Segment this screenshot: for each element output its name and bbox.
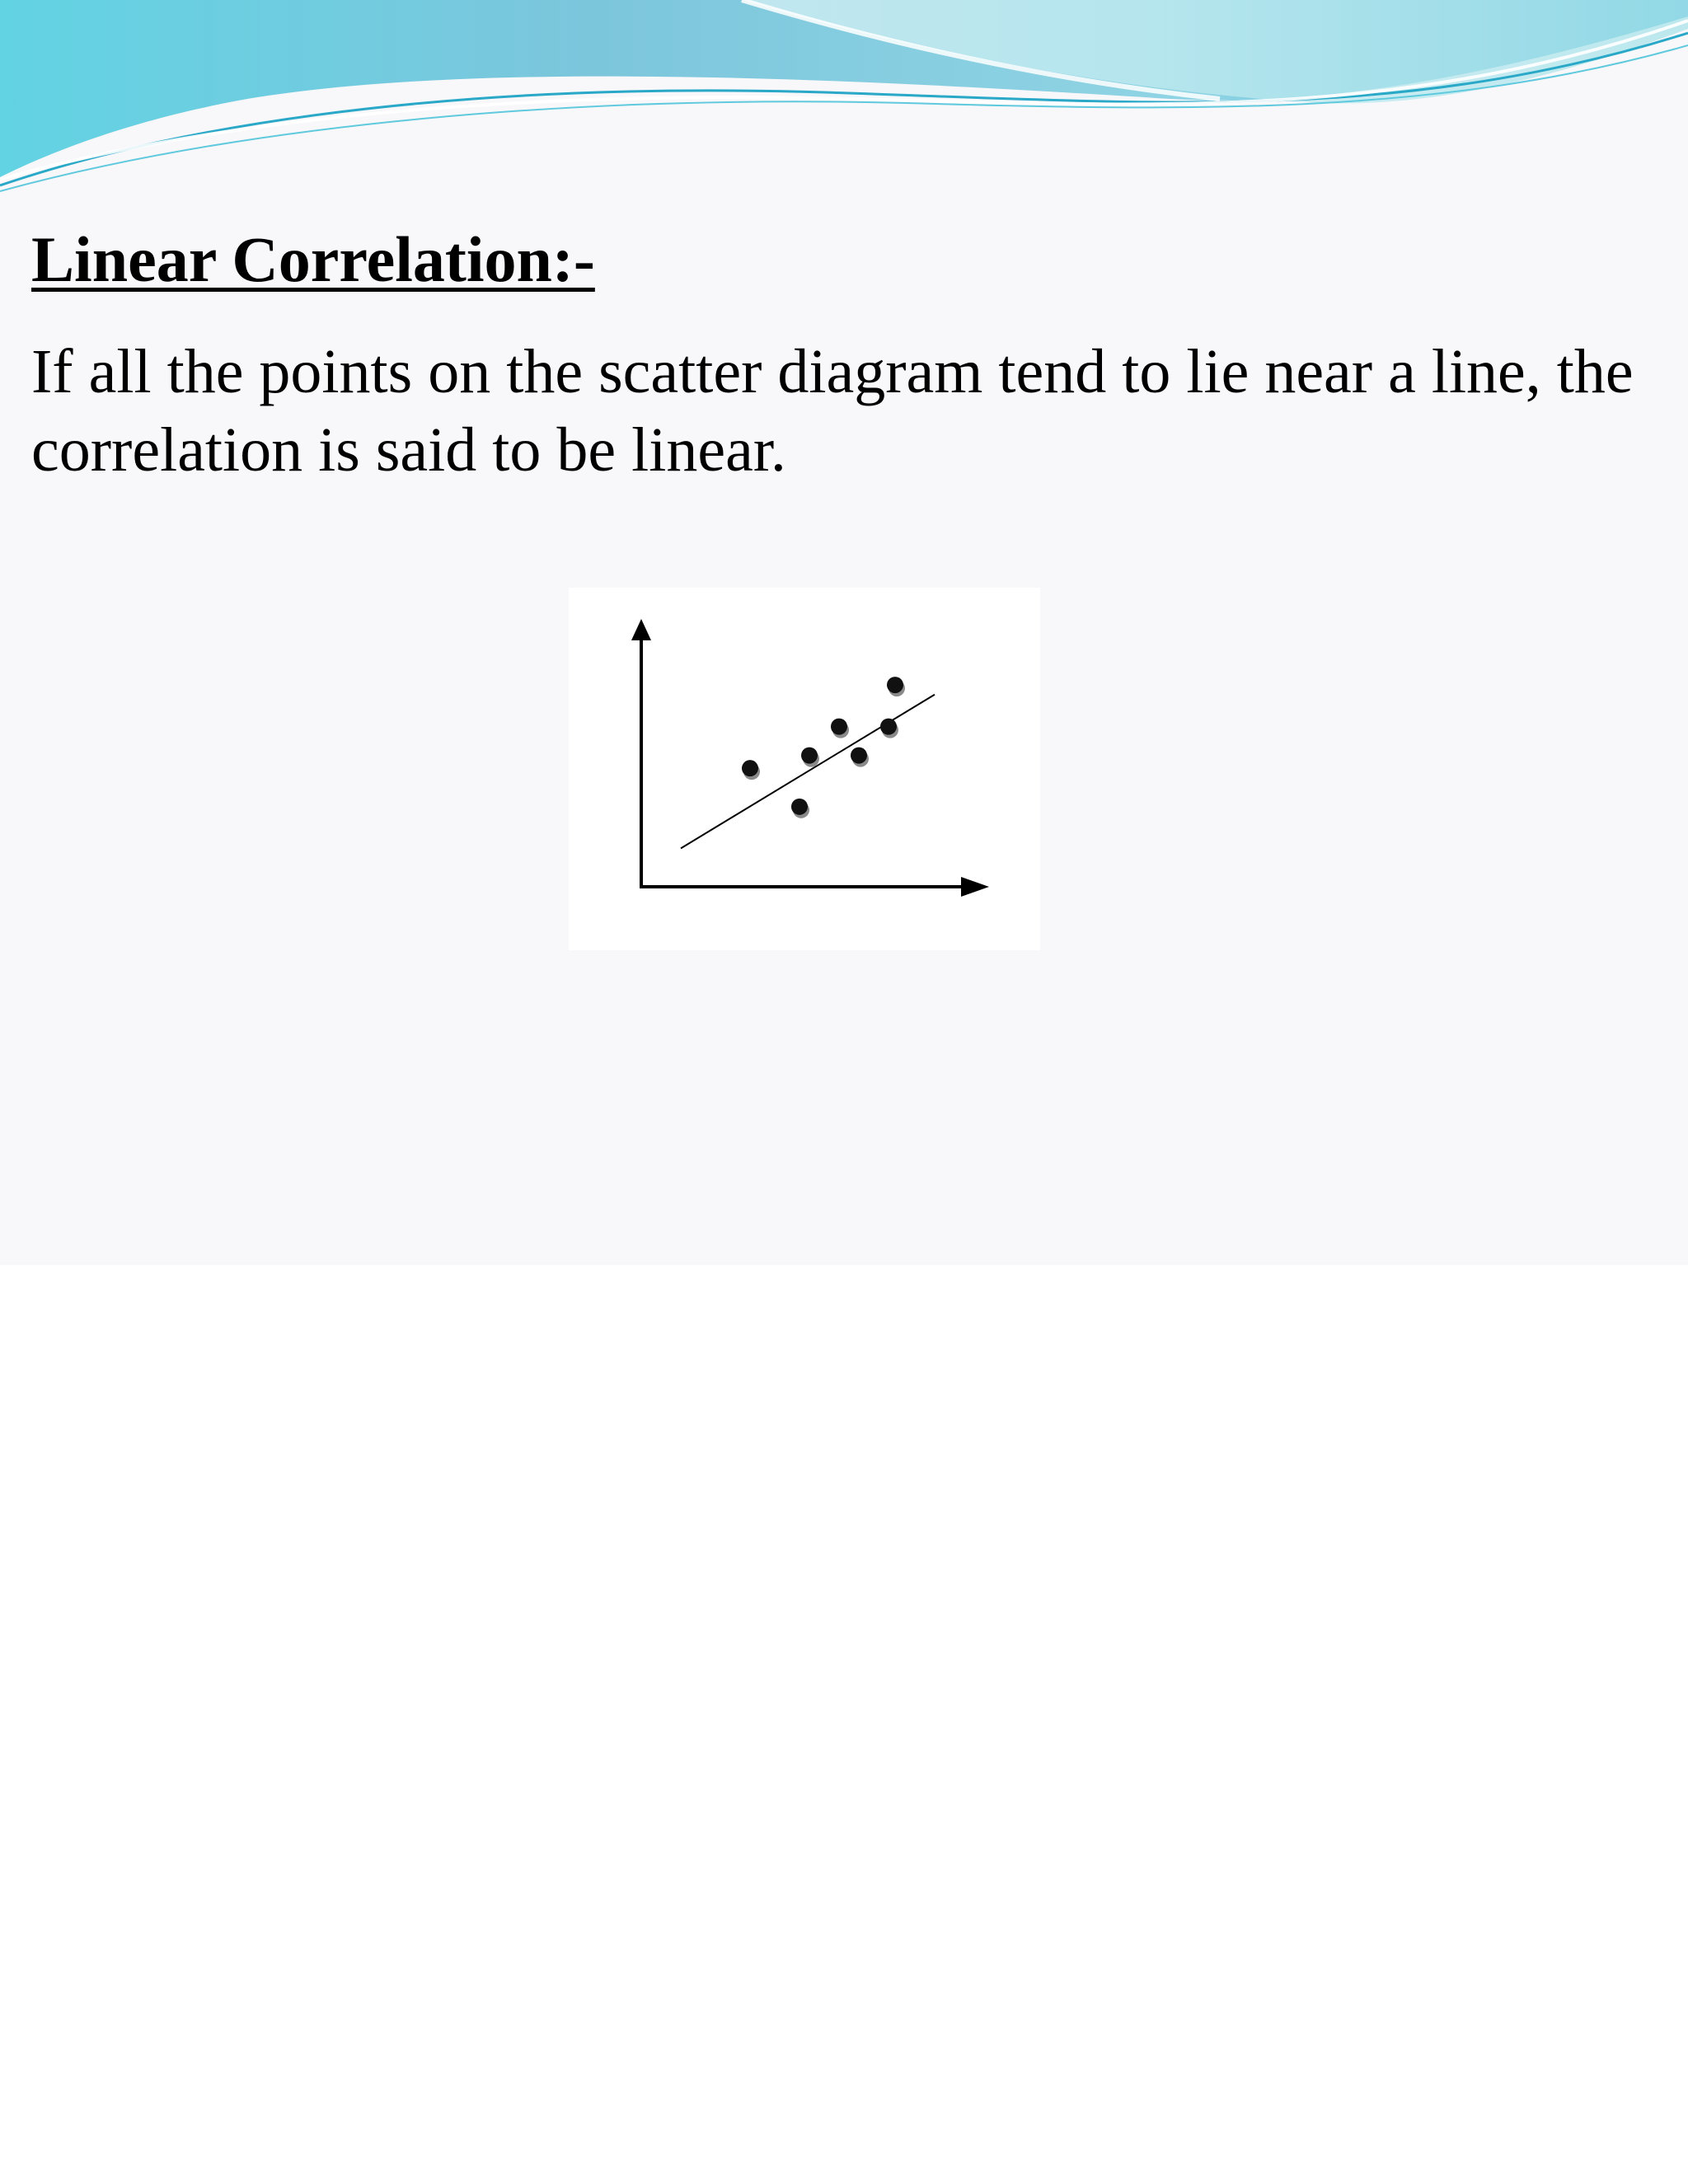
scatter-diagram <box>569 588 1040 950</box>
scatter-point <box>801 748 819 767</box>
scatter-point <box>791 799 809 818</box>
wave-banner <box>0 0 1688 198</box>
scatter-point <box>880 719 898 738</box>
trend-line <box>681 695 935 849</box>
y-axis-arrow-icon <box>631 619 651 640</box>
scatter-point <box>887 677 905 696</box>
scatter-point <box>851 748 869 767</box>
scatter-point <box>831 719 849 738</box>
slide-body-text: If all the points on the scatter diagram tend to lie near a line, the correlation is said to be linear. <box>31 337 1634 485</box>
scatter-point <box>742 760 760 780</box>
slide-title: Linear Correlation:- <box>31 223 595 295</box>
x-axis-arrow-icon <box>961 877 989 897</box>
scatter-chart <box>569 588 1040 950</box>
